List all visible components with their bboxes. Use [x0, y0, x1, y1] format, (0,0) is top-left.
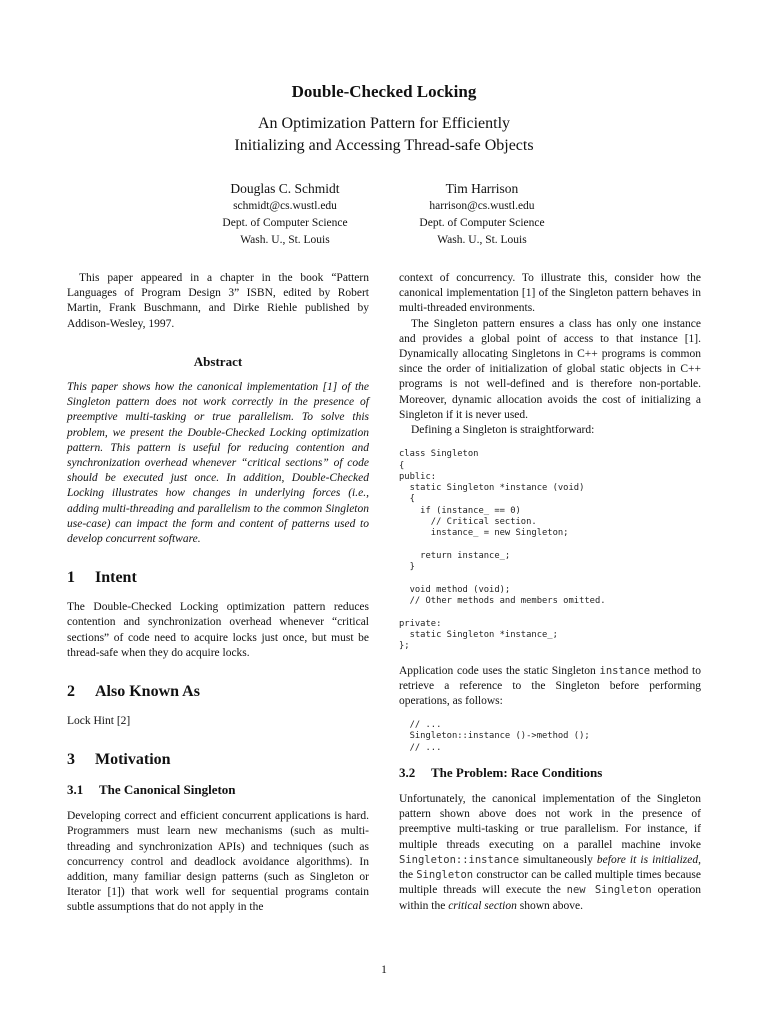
author-dept: Dept. of Computer Science: [419, 217, 545, 229]
publication-note: This paper appeared in a chapter in the book “Pattern Languages of Program Design 3” ISBN, edited by Robert Martin, Frank Buschmann, and Dirke Riehle published by Addison-Wesley, 1997.: [67, 272, 369, 330]
inline-code: new Singleton: [566, 884, 652, 897]
paper-title: Double-Checked Locking: [291, 82, 477, 101]
defining-singleton-text: Defining a Singleton is straightforward:: [411, 424, 595, 437]
singleton-code-listing: class Singleton { public: static Singleton *instance (void) { if (instance_ == 0) // Critical section. instance_ = new Singleton; return instance_; } void method (void); // Other methods and members omitted. private: static Singleton *instance_; };: [399, 449, 606, 652]
section-title: Motivation: [95, 751, 171, 769]
text-run: operation within the: [399, 884, 702, 912]
subsection-title: The Problem: Race Conditions: [431, 765, 603, 781]
subsection-number: 3.2: [399, 765, 416, 781]
author-email: schmidt@cs.wustl.edu: [233, 200, 337, 212]
text-run: simultaneously: [519, 853, 597, 866]
race-condition-paragraph: [399, 792, 701, 914]
subtitle-line-1: An Optimization Pattern for Efficiently: [257, 115, 511, 132]
author-univ: Wash. U., St. Louis: [437, 234, 527, 246]
text-run: shown above.: [516, 899, 583, 912]
aka-text: Lock Hint [2]: [67, 715, 131, 728]
section-number: 2: [67, 683, 75, 701]
author-name: Douglas C. Schmidt: [230, 181, 340, 196]
author-email: harrison@cs.wustl.edu: [429, 200, 535, 212]
intent-text: The Double-Checked Locking optimization pattern reduces contention and synchronization overhead whenever “critical sections” of code need to acquire locks just once, but must be thread-safe when they do acquire locks.: [67, 601, 369, 659]
section-title: Also Known As: [95, 683, 200, 701]
canonical-text: Developing correct and efficient concurrent applications is hard. Programmers must learn new mechanisms (such as multi-threading and synchronization APIs) and techniques (such as concurrency control and deadlock avoidance algorithms). In addition, many familiar design patterns (such as Singleton or Iterator [1]) that work well for sequential programs contain subtle assumptions that do not apply in the: [67, 810, 369, 914]
author-univ: Wash. U., St. Louis: [240, 234, 330, 246]
text-run: method to retrieve a reference to the Singleton before performing operations, as follows:: [399, 664, 701, 707]
inline-code: Singleton::instance: [399, 853, 520, 866]
context-paragraph: context of concurrency. To illustrate this, consider how the canonical implementation [1] of the Singleton pattern behaves in multi-threaded environments.: [399, 272, 701, 315]
inline-code: instance: [599, 664, 651, 677]
left-column: [67, 271, 369, 916]
application-code-paragraph: [399, 664, 701, 710]
text-run: Application code uses the static Singleton: [399, 664, 600, 677]
subsection-number: 3.1: [67, 782, 84, 798]
subsection-title: The Canonical Singleton: [99, 782, 236, 798]
section-motivation-heading: [67, 751, 369, 769]
author-dept: Dept. of Computer Science: [222, 217, 348, 229]
author-block-2: [362, 180, 602, 249]
paper-subtitle: [0, 113, 768, 157]
page-number: 1: [381, 964, 387, 976]
inline-code: Singleton: [416, 869, 474, 882]
section-intent-heading: [67, 569, 369, 587]
section-title: Intent: [95, 569, 137, 587]
abstract-text: This paper shows how the canonical implementation [1] of the Singleton pattern does not work correctly in the presence of preemptive multi-tasking or true parallelism. To solve this problem, we present the Double-Checked Locking optimization pattern. This pattern is useful for reducing contention and synchronization overhead whenever “critical sections” of code should be executed just once. In addition, Double-Checked Locking illustrates how changes in underlying forces (i.e., adding multi-threading and parallelism to the common Singleton use-case) can impact the form and content of patterns used to develop concurrent software.: [67, 381, 369, 546]
section-aka-heading: [67, 683, 369, 701]
abstract: [67, 380, 369, 547]
section-number: 1: [67, 569, 75, 587]
right-column: [399, 271, 701, 914]
text-run: Unfortunately, the canonical implementation of the Singleton pattern shown above does not work in the presence of preemptive multi-tasking or true parallelism. For instance, if multiple threads executing on a parallel machine invoke: [399, 793, 701, 851]
subsection-problem-heading: [399, 765, 701, 781]
text-run: constructor can be called multiple times because multiple threads will execute the: [399, 869, 701, 897]
author-name: Tim Harrison: [445, 181, 519, 196]
text-run: , the: [399, 853, 701, 882]
subsection-canonical-heading: [67, 782, 369, 798]
emphasis-text: critical section: [448, 899, 517, 912]
singleton-description: The Singleton pattern ensures a class has only one instance and provides a global point of access to that instance [1]. Dynamically allocating Singletons in C++ programs is common since the order of initialization of global static objects in C++ programs is not well-defined and is therefore non-portable. Moreover, dynamic allocation avoids the cost of initializing a Singleton if it is never used.: [399, 317, 701, 421]
abstract-heading: Abstract: [193, 353, 243, 369]
usage-code-listing: // ... Singleton::instance ()->method (); // ...: [409, 720, 590, 753]
emphasis-text: before it is initialized: [596, 853, 699, 866]
subtitle-line-2: Initializing and Accessing Thread-safe Objects: [234, 137, 534, 154]
section-number: 3: [67, 751, 75, 769]
